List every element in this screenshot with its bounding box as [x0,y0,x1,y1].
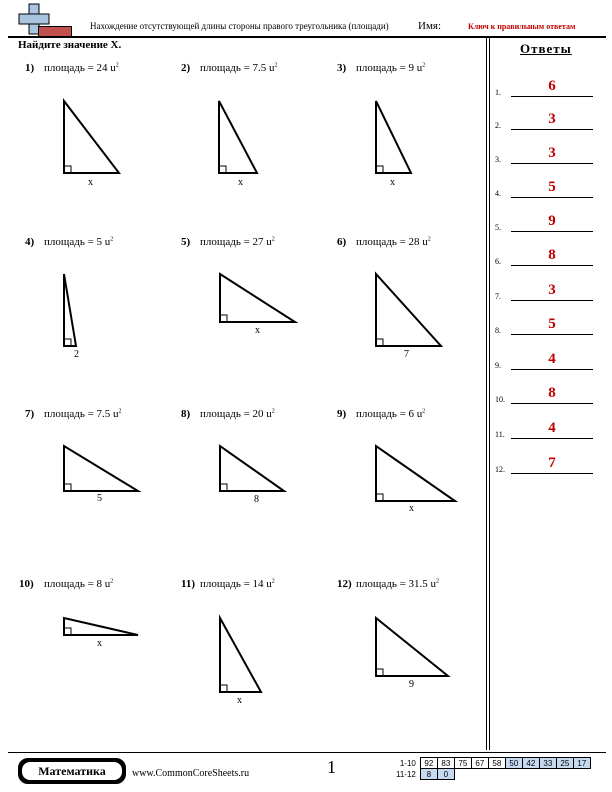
answer-line [511,438,593,439]
answer-row [495,352,595,370]
answer-number: 8. [495,326,501,335]
side-label: x [255,325,260,336]
area-exponent: 2 [271,408,275,415]
problem-area [200,62,278,74]
problem-area [44,236,113,248]
answer-line [511,163,593,164]
side-label: x [409,503,414,514]
brand-badge [18,758,126,784]
area-exponent: 2 [422,408,426,415]
answer-number: 6. [495,257,501,266]
area-exponent: 2 [110,236,114,243]
score-cell: 83 [437,758,454,769]
answer-value: 3 [548,282,556,298]
instruction: Найдите значение X. [18,39,122,51]
answer-row [495,283,595,301]
area-text: площадь = 20 u [200,408,272,420]
right-triangle [219,617,262,693]
score-cell: 0 [437,769,454,780]
score-cell: 67 [471,758,488,769]
score-row-label: 11-12 [396,769,416,779]
answer-value: 6 [548,78,556,94]
area-text: площадь = 7.5 u [200,62,275,74]
answer-line [511,231,593,232]
answer-value: 7 [548,455,556,471]
side-label: x [237,695,242,706]
right-triangle [375,617,449,677]
score-row [394,769,590,780]
side-label: 2 [74,349,79,360]
area-exponent: 2 [271,236,275,243]
problem-area [356,408,425,420]
problem-number: 2) [181,62,191,74]
right-angle-marker [376,494,383,501]
answer-value: 5 [548,179,556,195]
score-cell: 17 [573,758,590,769]
right-triangle [375,100,412,174]
problem-area [44,408,122,420]
answer-line [511,265,593,266]
answer-number: 1. [495,88,501,97]
answer-value: 8 [548,247,556,263]
problem-number: 1) [25,62,35,74]
worksheet-title: Нахождение отсутствующей длины стороны правого треугольника (площади) [90,21,389,31]
answer-value: 5 [548,316,556,332]
problem-number: 4) [25,236,35,248]
side-label: 7 [404,349,409,360]
area-exponent: 2 [271,578,275,585]
area-exponent: 2 [115,62,119,69]
score-table [394,757,591,780]
answer-row [495,421,595,439]
triangle-outline [376,618,448,676]
triangle-outline [376,274,441,346]
answer-line [511,473,593,474]
answer-number: 11. [495,430,505,439]
answer-row [495,112,595,130]
answer-line [511,403,593,404]
problem-area [200,578,275,590]
area-text: площадь = 24 u [44,62,116,74]
right-triangle [375,273,442,347]
side-label: 5 [97,493,102,504]
right-angle-marker [376,339,383,346]
answer-value: 4 [548,420,556,436]
area-exponent: 2 [118,408,122,415]
area-text: площадь = 28 u [356,236,428,248]
answer-number: 7. [495,292,501,301]
side-label: x [390,177,395,188]
answer-value: 9 [548,213,556,229]
answer-line [511,96,593,97]
side-label: x [238,177,243,188]
answer-row [495,79,595,97]
triangle-outline [376,446,455,501]
problem-number: 9) [337,408,347,420]
area-text: площадь = 5 u [44,236,111,248]
area-text: площадь = 14 u [200,578,272,590]
answer-row [495,456,595,474]
area-exponent: 2 [427,236,431,243]
score-cell: 92 [420,758,437,769]
answer-value: 4 [548,351,556,367]
right-angle-marker [64,484,71,491]
answer-number: 3. [495,155,501,164]
site-url: www.CommonCoreSheets.ru [132,768,250,779]
answer-line [511,129,593,130]
answer-row [495,214,595,232]
area-exponent: 2 [436,578,440,585]
score-cell: 50 [505,758,522,769]
area-text: площадь = 7.5 u [44,408,119,420]
answer-number: 10. [495,395,505,404]
right-angle-marker [220,685,227,692]
right-triangle [63,617,139,636]
right-angle-marker [220,484,227,491]
problem-number: 11) [181,578,196,590]
right-angle-marker [219,166,226,173]
column-divider [489,38,490,750]
score-cell: 58 [488,758,505,769]
problem-number: 8) [181,408,191,420]
answer-number: 9. [495,361,501,370]
problem-area [356,62,425,74]
right-angle-marker [64,628,71,635]
right-angle-marker [64,339,71,346]
answer-row [495,386,595,404]
answer-line [511,197,593,198]
triangle-outline [64,101,119,173]
problem-number: 6) [337,236,347,248]
area-text: площадь = 8 u [44,578,111,590]
score-cell: 25 [556,758,573,769]
problem-area [200,236,275,248]
answer-line [511,300,593,301]
triangle-outline [64,618,138,635]
answer-number: 4. [495,189,501,198]
problem-number: 7) [25,408,35,420]
side-label: x [97,638,102,649]
problem-number: 10) [19,578,34,590]
area-exponent: 2 [274,62,278,69]
right-triangle [219,273,296,323]
score-cell: 33 [539,758,556,769]
triangle-outline [220,274,295,322]
side-label: 9 [409,679,414,690]
answer-row [495,180,595,198]
answer-line [511,334,593,335]
right-triangle [63,100,120,174]
area-text: площадь = 31.5 u [356,578,437,590]
score-row-label: 1-10 [399,758,416,768]
area-exponent: 2 [110,578,114,585]
right-triangle [63,445,139,492]
triangle-outline [64,446,138,491]
problem-area [44,62,119,74]
right-angle-marker [64,166,71,173]
answer-value: 8 [548,385,556,401]
right-triangle [218,100,258,174]
problem-number: 3) [337,62,347,74]
answer-key-label: Ключ к правильным ответам [468,22,576,31]
footer-divider [8,752,606,753]
problem-area [200,408,275,420]
answer-value: 3 [548,145,556,161]
brand-label: Математика [22,762,122,780]
area-text: площадь = 27 u [200,236,272,248]
right-angle-marker [376,669,383,676]
page-number: 1 [327,757,336,777]
right-triangle [63,273,77,347]
answers-title: Ответы [520,41,572,56]
right-triangle [219,445,285,492]
column-divider [486,38,487,750]
score-cell: 42 [522,758,539,769]
problem-area [356,236,431,248]
right-angle-marker [220,315,227,322]
name-label: Имя: [418,20,442,32]
problem-number: 12) [337,578,352,590]
header-divider [8,36,606,38]
answer-row [495,146,595,164]
problem-area [356,578,439,590]
triangle-outline [219,101,257,173]
answer-value: 3 [548,111,556,127]
answer-line [511,369,593,370]
side-label: 8 [254,494,259,505]
right-angle-marker [376,166,383,173]
problem-area [44,578,113,590]
triangle-outline [376,101,411,173]
area-text: площадь = 6 u [356,408,423,420]
triangle-outline [220,446,284,491]
triangle-outline [64,274,76,346]
area-text: площадь = 9 u [356,62,423,74]
score-cell: 8 [420,769,437,780]
score-cell: 75 [454,758,471,769]
answer-number: 12. [495,465,505,474]
triangle-outline [220,618,261,692]
answer-number: 2. [495,121,501,130]
area-exponent: 2 [422,62,426,69]
side-label: x [88,177,93,188]
answer-number: 5. [495,223,501,232]
problem-number: 5) [181,236,191,248]
answer-row [495,317,595,335]
answer-row [495,248,595,266]
score-row [394,758,590,769]
right-triangle [375,445,456,502]
